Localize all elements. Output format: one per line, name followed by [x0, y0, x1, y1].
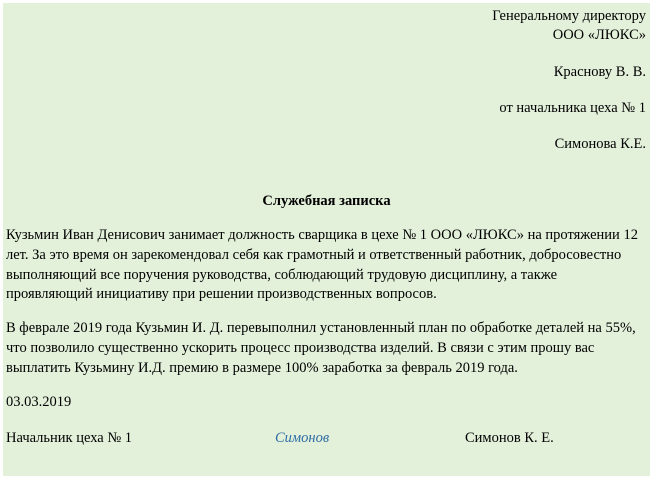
handwritten-signature: Симонов: [275, 430, 330, 446]
addressee-name: Краснову В. В.: [553, 64, 646, 80]
signer-name: Симонов К. Е.: [465, 430, 554, 446]
memo-paragraph-1: Кузьмин Иван Денисович занимает должность сварщика в цехе № 1 ООО «ЛЮКС» на протяжении 12 лет. За это время он зарекомендовал себя как грамотный и ответственный работник, добросовестно выполняющий все поручения руководства, соблюдающий трудовую дисциплину, а также проявляющий инициативу при решении производственных вопросов.: [6, 227, 638, 303]
sender-name: Симонова К.Е.: [554, 136, 646, 152]
memo-paragraph-2: В феврале 2019 года Кузьмин И. Д. перевыполнил установленный план по обработке деталей на 55%, что позволило существенно ускорить процесс производства изделий. В связи с этим прошу вас выплатить Кузьмину И.Д. премию в размере 100% заработка за февраль 2019 года.: [6, 320, 636, 376]
memo-title: Служебная записка: [262, 193, 391, 209]
sender-line: от начальника цеха № 1: [499, 100, 646, 116]
memo-date: 03.03.2019: [6, 394, 72, 410]
addressee-line-1: Генеральному директору: [492, 8, 646, 24]
signer-position: Начальник цеха № 1: [6, 430, 133, 446]
memo-document: [3, 3, 650, 476]
addressee-line-2: ООО «ЛЮКС»: [552, 27, 646, 43]
